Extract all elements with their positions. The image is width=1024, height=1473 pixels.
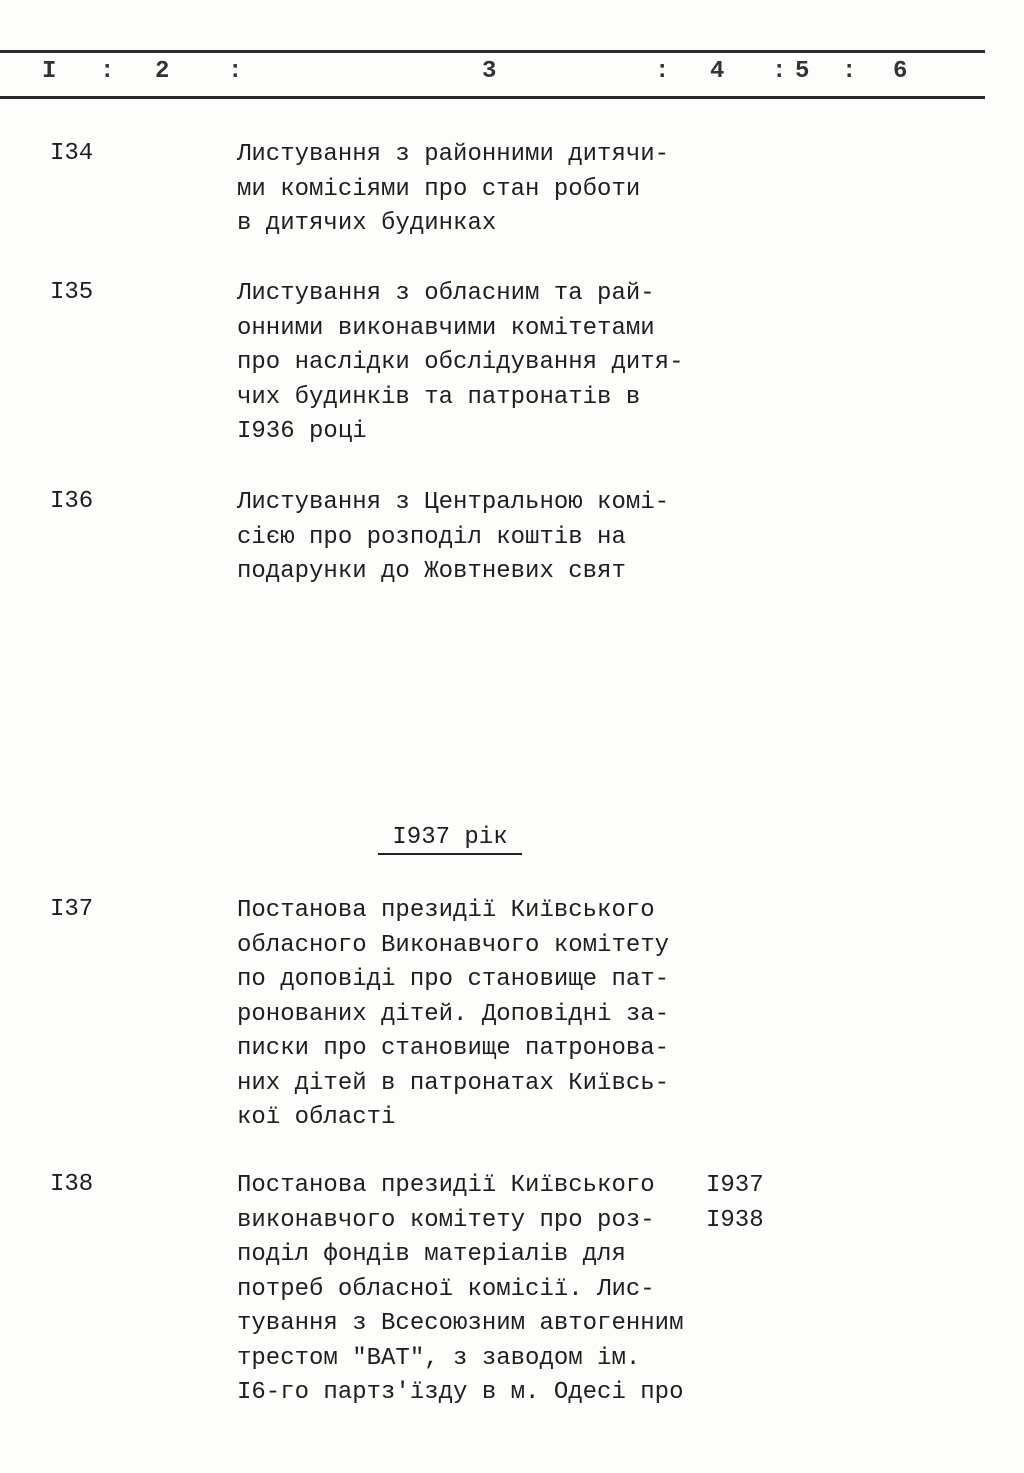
description-line: I6-го партз'їзду в м. Одесі про: [237, 1379, 684, 1406]
date-value: I937: [706, 1172, 764, 1199]
header-top-rule: [0, 50, 985, 53]
entry-number: I37: [50, 896, 94, 923]
description-line: кої області: [237, 1104, 396, 1131]
entry-number: I36: [50, 488, 94, 515]
entry-description: [237, 894, 669, 1136]
column-3-header: 3: [482, 58, 497, 85]
header-bottom-rule: [0, 96, 985, 99]
description-line: сією про розподіл коштів на: [237, 523, 626, 551]
entry-number: I38: [50, 1171, 94, 1198]
description-line: виконавчого комітету про роз-: [237, 1206, 655, 1234]
description-line: поділ фондів матеріалів для: [237, 1241, 626, 1268]
entry-description: [237, 138, 669, 242]
description-line: чих будинків та патронатів в: [237, 383, 641, 411]
description-line: ми комісіями про стан роботи: [237, 175, 641, 203]
entry-number: I35: [50, 279, 94, 306]
column-separator: :: [655, 58, 670, 85]
description-line: обласного Виконавчого комітету: [237, 931, 670, 959]
description-line: в дитячих будинках: [237, 210, 497, 237]
entry-dates: [706, 1169, 764, 1238]
column-6-header: 6: [893, 58, 908, 85]
description-line: подарунки до Жовтневих свят: [237, 558, 626, 585]
description-line: Листування з районними дитячи-: [237, 141, 670, 168]
column-separator: :: [100, 58, 115, 85]
column-1-header: I: [42, 58, 57, 85]
date-value: I938: [706, 1206, 764, 1234]
description-line: писки про становище патронова-: [237, 1035, 670, 1062]
section-heading: I937 рік: [378, 824, 522, 855]
column-separator: :: [842, 58, 857, 85]
entry-description: [237, 1169, 683, 1411]
description-line: Листування з обласним та рай-: [237, 280, 655, 307]
column-5-header: 5: [795, 58, 810, 85]
column-2-header: 2: [155, 58, 170, 85]
description-line: по доповіді про становище пат-: [237, 966, 670, 993]
description-line: онними виконавчими комітетами: [237, 314, 655, 342]
entry-description: [237, 277, 683, 450]
description-line: трестом "ВАТ", з заводом ім.: [237, 1344, 641, 1372]
column-4-header: 4: [710, 58, 725, 85]
description-line: потреб обласної комісії. Лис-: [237, 1275, 655, 1303]
entry-description: [237, 486, 669, 590]
description-line: I936 році: [237, 418, 367, 445]
description-line: них дітей в патронатах Київсь-: [237, 1069, 670, 1097]
description-line: Постанова президії Київського: [237, 1172, 655, 1199]
description-line: тування з Всесоюзним автогенним: [237, 1310, 684, 1337]
description-line: про наслідки обслідування дитя-: [237, 349, 684, 376]
description-line: ронованих дітей. Доповідні за-: [237, 1000, 670, 1028]
description-line: Постанова президії Київського: [237, 897, 655, 924]
column-separator: :: [228, 58, 243, 85]
description-line: Листування з Центральною комі-: [237, 489, 670, 516]
entry-number: I34: [50, 140, 94, 167]
column-separator: :: [772, 58, 787, 85]
